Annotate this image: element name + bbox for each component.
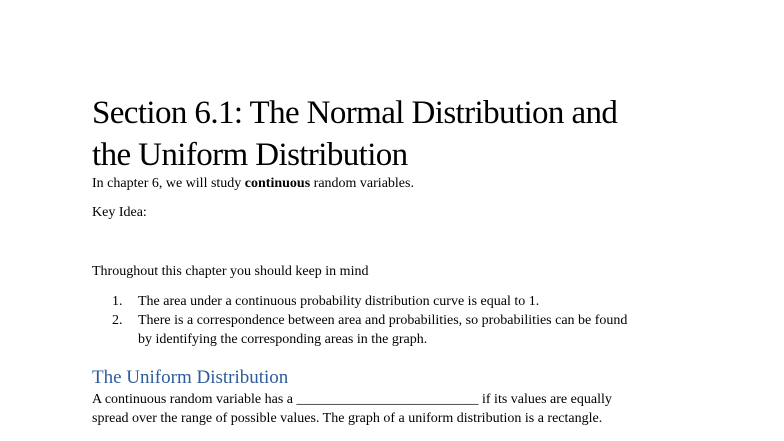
intro-text-after: random variables. xyxy=(310,176,414,191)
key-idea-label: Key Idea: xyxy=(92,205,147,220)
uniform-paragraph-line-1: A continuous random variable has a __________________________ if its values are equally xyxy=(92,392,612,407)
key-points-list xyxy=(92,292,692,349)
list-item xyxy=(92,311,692,349)
uniform-distribution-paragraph xyxy=(92,390,692,428)
section-title-line-1: Section 6.1: The Normal Distribution and xyxy=(92,95,618,131)
intro-paragraph xyxy=(92,175,414,193)
list-item-number: 2. xyxy=(112,313,123,328)
keep-in-mind-paragraph: Throughout this chapter you should keep in mind xyxy=(92,264,369,279)
list-item-text: The area under a continuous probability distribution curve is equal to 1. xyxy=(138,294,540,309)
uniform-paragraph-line-2: spread over the range of possible values. The graph of a uniform distribution is a rectangle. xyxy=(92,411,603,426)
intro-bold-term: continuous xyxy=(244,176,311,191)
section-title xyxy=(92,92,752,176)
list-item xyxy=(92,292,692,311)
list-item-text: There is a correspondence between area and probabilities, so probabilities can be found xyxy=(138,313,628,328)
section-title-line-2: the Uniform Distribution xyxy=(92,137,408,173)
intro-text-before: In chapter 6, we will study xyxy=(92,176,245,191)
list-item-number: 1. xyxy=(112,294,123,309)
list-item-text-continued: by identifying the corresponding areas in the graph. xyxy=(138,332,428,347)
uniform-distribution-heading: The Uniform Distribution xyxy=(92,367,289,388)
